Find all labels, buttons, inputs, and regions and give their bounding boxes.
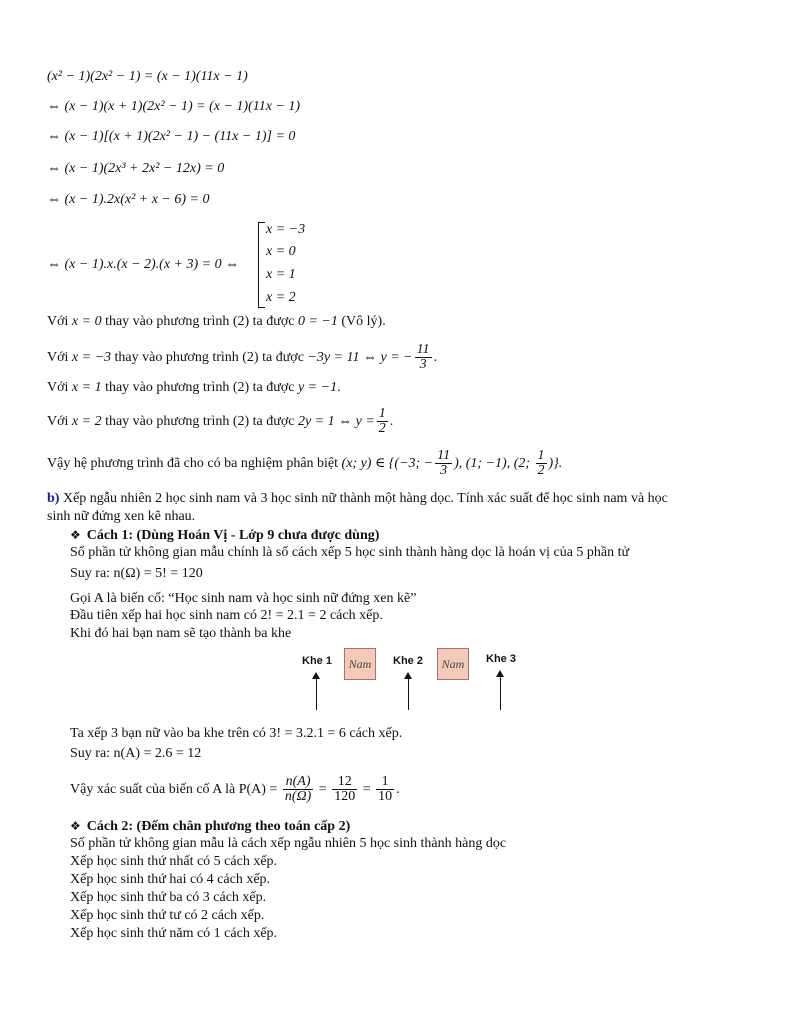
method1-line-2: Suy ra: n(Ω) = 5! = 120 bbox=[70, 566, 203, 581]
equation-line-6: ⇔ (x − 1).x.(x − 2).(x + 3) = 0 ⇔ bbox=[47, 257, 240, 272]
case-x1: Với x = 1 thay vào phương trình (2) ta được y = −1. bbox=[47, 380, 341, 395]
diamond-bullet-icon: ❖ bbox=[70, 528, 81, 542]
fraction: $\frac{11}{3}$ bbox=[437, 448, 451, 479]
fraction: $\frac{12}{120}$ bbox=[334, 774, 356, 805]
equation-line-4: ⇔ (x − 1)(2x³ + 2x² − 12x) = 0 bbox=[47, 161, 225, 176]
part-b-label: b) bbox=[47, 491, 60, 506]
method2-line-2: Xếp học sinh thứ nhất có 5 cách xếp. bbox=[70, 854, 278, 869]
case-x0: Với x = 0 thay vào phương trình (2) ta được 0 = −1 (Vô lý). bbox=[47, 314, 386, 329]
fraction: $\frac{n(A)}{n(\Omega)}$ bbox=[284, 774, 312, 805]
method2-line-6: Xếp học sinh thứ năm có 1 cách xếp. bbox=[70, 926, 278, 941]
equation-line-5: ⇔ (x − 1).2x(x² + x − 6) = 0 bbox=[47, 192, 210, 207]
system-case-3: x = 1 bbox=[266, 267, 296, 282]
system-case-1: x = −3 bbox=[266, 222, 306, 237]
arrow-shaft bbox=[408, 678, 409, 710]
system-bracket bbox=[258, 222, 265, 308]
method1-title: ❖ Cách 1: (Dùng Hoán Vị - Lớp 9 chưa được dùng) bbox=[70, 528, 380, 543]
method2-line-1: Số phần tử không gian mẫu là cách xếp ngẫu nhiên 5 học sinh thành hàng dọc bbox=[70, 836, 507, 851]
method2-line-3: Xếp học sinh thứ hai có 4 cách xếp. bbox=[70, 872, 271, 887]
slot-label-1: Khe 1 bbox=[302, 655, 332, 667]
arrow-shaft bbox=[500, 676, 501, 710]
part-b-line-2: sinh nữ đứng xen kẽ nhau. bbox=[47, 509, 196, 524]
method1-line-3: Gọi A là biến cố: “Học sinh nam và học sinh nữ đứng xen kẽ” bbox=[70, 591, 417, 606]
equation-line-1: (x² − 1)(2x² − 1) = (x − 1)(11x − 1) bbox=[47, 69, 248, 84]
slot-label-3: Khe 3 bbox=[486, 653, 516, 665]
arrow-shaft bbox=[316, 678, 317, 710]
diamond-bullet-icon: ❖ bbox=[70, 819, 81, 833]
probability-line: Vậy xác suất của biến cố A là P(A) = $\frac{n(A)}{n(\Omega)}$ = $\frac{12}{120}$ = $\frac{1}{10}$ . bbox=[70, 774, 400, 805]
case-x2: Với x = 2 thay vào phương trình (2) ta được 2y = 1 ⇔ y = $\frac{1}{2}$ . bbox=[47, 406, 394, 437]
fraction: $\frac{11}{3}$ bbox=[416, 342, 430, 373]
slot-label-2: Khe 2 bbox=[393, 655, 423, 667]
system-case-4: x = 2 bbox=[266, 290, 296, 305]
method1-line-4: Đầu tiên xếp hai học sinh nam có 2! = 2.1 = 2 cách xếp. bbox=[70, 608, 383, 623]
method1-line-6: Ta xếp 3 bạn nữ vào ba khe trên có 3! = 3.2.1 = 6 cách xếp. bbox=[70, 726, 403, 741]
case-x-neg3: Với x = −3 thay vào phương trình (2) ta được −3y = 11 ⇔ y = − $\frac{11}{3}$ . bbox=[47, 342, 438, 373]
method1-line-1: Số phần tử không gian mẫu chính là số cách xếp 5 học sinh thành hàng dọc là hoán vị của 5 phần tử bbox=[70, 545, 630, 560]
boy-box-2: Nam bbox=[437, 648, 469, 680]
conclusion: Vậy hệ phương trình đã cho có ba nghiệm phân biệt (x; y) ∈ {(−3; − $\frac{11}{3}$ ), (1; −1), (2; $\frac{1}{2}$ )}. bbox=[47, 448, 563, 479]
system-case-2: x = 0 bbox=[266, 244, 296, 259]
method2-title: ❖ Cách 2: (Đếm chân phương theo toán cấp 2) bbox=[70, 819, 351, 834]
equation-line-3: ⇔ (x − 1)[(x + 1)(2x² − 1) − (11x − 1)] = 0 bbox=[47, 129, 296, 144]
method1-line-5: Khi đó hai bạn nam sẽ tạo thành ba khe bbox=[70, 626, 292, 641]
fraction: $\frac{1}{10}$ bbox=[378, 774, 393, 805]
method2-line-5: Xếp học sinh thứ tư có 2 cách xếp. bbox=[70, 908, 265, 923]
method1-line-7: Suy ra: n(A) = 2.6 = 12 bbox=[70, 746, 202, 761]
fraction: $\frac{1}{2}$ bbox=[378, 406, 386, 437]
boy-box-1: Nam bbox=[344, 648, 376, 680]
method2-line-4: Xếp học sinh thứ ba có 3 cách xếp. bbox=[70, 890, 267, 905]
part-b-line-1: b) Xếp ngẫu nhiên 2 học sinh nam và 3 học sinh nữ thành một hàng dọc. Tính xác suất để học sinh nam và học bbox=[47, 491, 668, 506]
fraction: $\frac{1}{2}$ bbox=[537, 448, 545, 479]
equation-line-2: ⇔ (x − 1)(x + 1)(2x² − 1) = (x − 1)(11x − 1) bbox=[47, 99, 301, 114]
